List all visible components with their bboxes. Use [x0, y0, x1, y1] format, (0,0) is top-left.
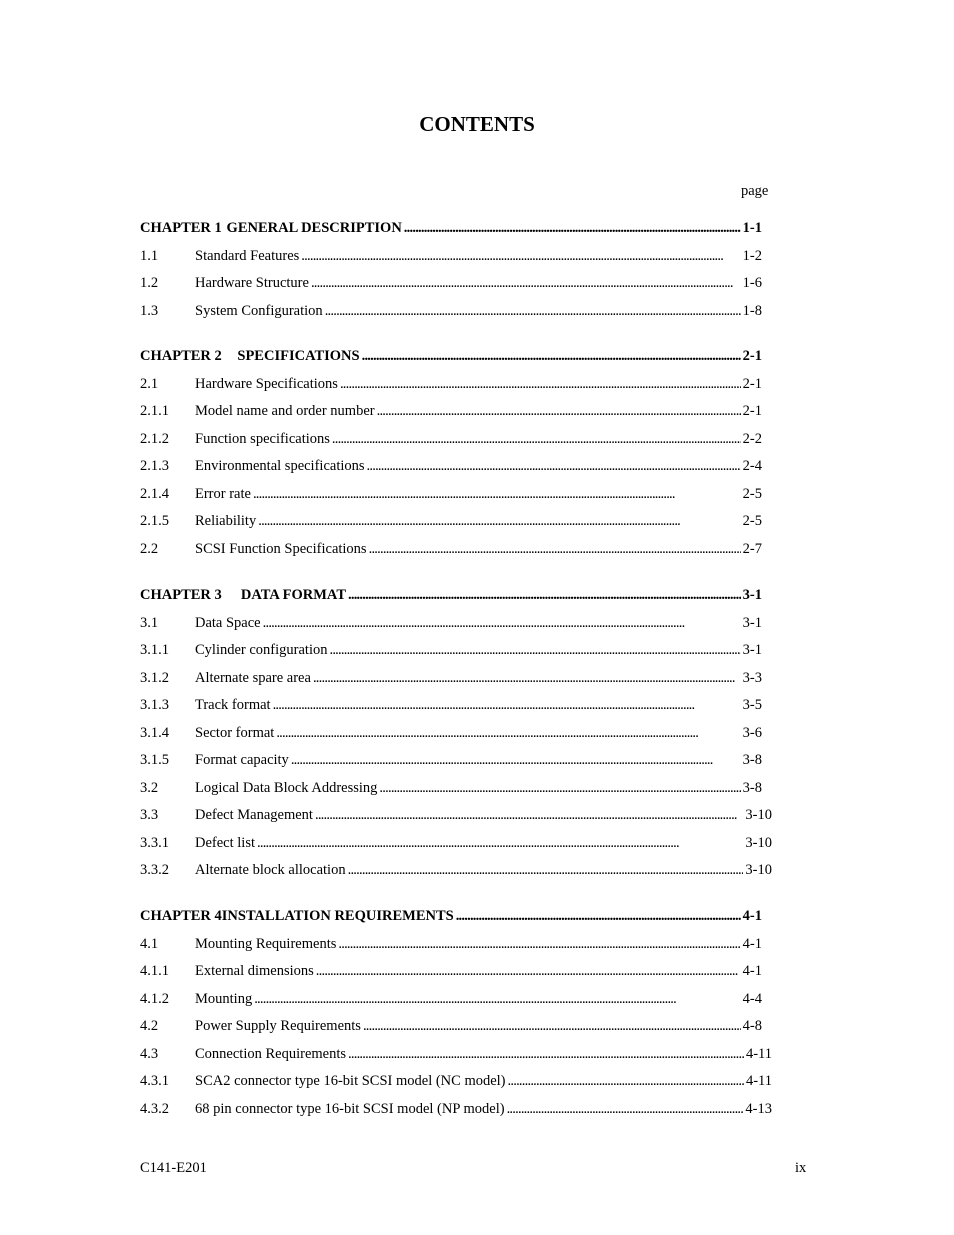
section-number: 4.3 [140, 1046, 159, 1062]
section-page: 3-5 [742, 697, 762, 713]
chapter-title: GENERAL DESCRIPTION [226, 220, 402, 236]
section-page: 2-4 [742, 458, 762, 474]
section-title: Cylinder configuration [195, 642, 328, 658]
section-title: Function specifications [195, 431, 330, 447]
section-title: Environmental specifications [195, 458, 365, 474]
dot-leader [507, 1099, 744, 1119]
section-number: 2.2 [140, 541, 159, 557]
section-number: 1.1 [140, 248, 159, 264]
toc-entry-row[interactable] [140, 934, 762, 954]
section-page: 2-5 [742, 486, 762, 502]
chapter-title: SPECIFICATIONS [237, 348, 360, 364]
section-title: Alternate spare area [195, 670, 311, 686]
section-page: 1-6 [742, 275, 762, 291]
section-title: Data Space [195, 615, 261, 631]
section-number: 3.1.4 [140, 725, 169, 741]
dot-leader [369, 539, 741, 559]
dot-leader [313, 668, 741, 688]
toc-entry-row[interactable] [140, 668, 762, 688]
section-number: 4.1.1 [140, 963, 169, 979]
dot-leader [456, 906, 741, 926]
section-page: 4-11 [745, 1046, 772, 1062]
section-page: 1-8 [742, 303, 762, 319]
section-page: 3-1 [742, 642, 762, 658]
section-number: 3.1.5 [140, 752, 169, 768]
dot-leader [325, 301, 741, 321]
chapter-id: CHAPTER 3 [140, 587, 222, 603]
toc-entry-row[interactable] [140, 1044, 772, 1064]
section-title: System Configuration [195, 303, 323, 319]
page-column-label: page [741, 183, 769, 199]
section-title: Model name and order number [195, 403, 375, 419]
dot-leader [316, 961, 741, 981]
section-page: 4-1 [742, 936, 762, 952]
toc-entry-row[interactable] [140, 484, 762, 504]
dot-leader [404, 218, 741, 238]
dot-leader [379, 778, 740, 798]
section-title: Connection Requirements [195, 1046, 347, 1062]
dot-leader [348, 860, 744, 880]
section-title: Defect list [195, 835, 255, 851]
section-page: 2-7 [742, 541, 762, 557]
toc-entry-row[interactable] [140, 640, 762, 660]
section-number: 2.1.3 [140, 458, 169, 474]
page-number: ix [795, 1160, 807, 1176]
chapter-title: DATA FORMAT [240, 587, 346, 603]
section-number: 2.1.5 [140, 513, 169, 529]
section-page: 4-8 [742, 1018, 762, 1034]
section-title: Hardware Structure [195, 275, 309, 291]
chapter-page: 4-1 [742, 908, 762, 924]
section-title: SCSI Function Specifications [195, 541, 367, 557]
section-number: 3.3.2 [140, 862, 169, 878]
section-number: 3.2 [140, 780, 159, 796]
dot-leader [273, 695, 741, 715]
section-number: 4.2 [140, 1018, 159, 1034]
toc-entry-row[interactable] [140, 805, 772, 825]
toc-entry-row[interactable] [140, 401, 762, 421]
toc-chapter-row[interactable] [140, 585, 762, 605]
toc-entry-row[interactable] [140, 860, 772, 880]
section-page: 3-1 [742, 615, 762, 631]
section-number: 4.1 [140, 936, 159, 952]
chapter-title: INSTALLATION REQUIREMENTS [221, 908, 454, 924]
toc-entry-row[interactable] [140, 511, 762, 531]
dot-leader [263, 613, 741, 633]
section-page: 4-4 [742, 991, 762, 1007]
section-title: Reliability [195, 513, 257, 529]
toc-entry-row[interactable] [140, 301, 762, 321]
toc-entry-row[interactable] [140, 750, 762, 770]
toc-entry-row[interactable] [140, 989, 762, 1009]
section-number: 1.3 [140, 303, 159, 319]
section-title: Power Supply Requirements [195, 1018, 361, 1034]
toc-entry-row[interactable] [140, 1071, 772, 1091]
section-title: Hardware Specifications [195, 376, 338, 392]
toc-entry-row[interactable] [140, 723, 762, 743]
chapter-id: CHAPTER 1 [140, 220, 222, 236]
dot-leader [276, 723, 740, 743]
section-page: 2-1 [742, 376, 762, 392]
chapter-page: 3-1 [742, 587, 762, 603]
section-title: 68 pin connector type 16-bit SCSI model (NP model) [195, 1101, 505, 1117]
dot-leader [363, 1016, 741, 1036]
section-title: Error rate [195, 486, 251, 502]
section-title: SCA2 connector type 16-bit SCSI model (NC model) [195, 1073, 506, 1089]
section-number: 2.1.1 [140, 403, 169, 419]
section-title: Logical Data Block Addressing [195, 780, 378, 796]
dot-leader [329, 640, 740, 660]
section-page: 2-5 [742, 513, 762, 529]
dot-leader [301, 246, 740, 266]
section-number: 1.2 [140, 275, 159, 291]
dot-leader [340, 374, 741, 394]
dot-leader [348, 585, 741, 605]
section-page: 4-13 [745, 1101, 772, 1117]
section-title: External dimensions [195, 963, 314, 979]
section-page: 3-8 [742, 780, 762, 796]
document-code: C141-E201 [140, 1160, 207, 1176]
section-title: Standard Features [195, 248, 300, 264]
toc-entry-row[interactable] [140, 833, 772, 853]
section-title: Alternate block allocation [195, 862, 346, 878]
section-page: 2-2 [742, 431, 762, 447]
toc-entry-row[interactable] [140, 374, 762, 394]
section-number: 4.3.2 [140, 1101, 169, 1117]
toc-entry-row[interactable] [140, 273, 762, 293]
section-title: Sector format [195, 725, 275, 741]
section-page: 4-1 [742, 963, 762, 979]
toc-entry-row[interactable] [140, 429, 762, 449]
dot-leader [258, 511, 740, 531]
dot-leader [338, 934, 740, 954]
toc-entry-row[interactable] [140, 1099, 772, 1119]
toc-entry-row[interactable] [140, 539, 762, 559]
toc-entry-row[interactable] [140, 246, 762, 266]
chapter-page: 1-1 [742, 220, 762, 236]
section-title: Mounting [195, 991, 253, 1007]
dot-leader [311, 273, 741, 293]
toc-chapter-row[interactable] [140, 218, 762, 238]
section-page: 2-1 [742, 403, 762, 419]
section-number: 2.1 [140, 376, 159, 392]
section-page: 3-10 [745, 862, 772, 878]
dot-leader [377, 401, 741, 421]
section-number: 4.1.2 [140, 991, 169, 1007]
section-page: 3-3 [742, 670, 762, 686]
section-page: 3-10 [745, 835, 772, 851]
toc-chapter-row[interactable] [140, 346, 762, 366]
toc-entry-row[interactable] [140, 613, 762, 633]
section-page: 1-2 [742, 248, 762, 264]
section-page: 3-10 [745, 807, 772, 823]
dot-leader [253, 484, 741, 504]
chapter-id: CHAPTER 4 [140, 908, 222, 924]
section-number: 3.1.3 [140, 697, 169, 713]
section-title: Defect Management [195, 807, 313, 823]
dot-leader [367, 456, 741, 476]
dot-leader [508, 1071, 744, 1091]
section-number: 3.1.2 [140, 670, 169, 686]
chapter-id: CHAPTER 2 [140, 348, 222, 364]
section-title: Mounting Requirements [195, 936, 337, 952]
dot-leader [348, 1044, 744, 1064]
toc-entry-row[interactable] [140, 456, 762, 476]
dot-leader [315, 805, 743, 825]
section-number: 2.1.2 [140, 431, 169, 447]
dot-leader [332, 429, 741, 449]
section-number: 3.3 [140, 807, 159, 823]
toc-entry-row[interactable] [140, 778, 762, 798]
dot-leader [291, 750, 741, 770]
section-page: 3-8 [742, 752, 762, 768]
toc-entry-row[interactable] [140, 961, 762, 981]
page-title: CONTENTS [419, 112, 535, 136]
section-title: Track format [195, 697, 271, 713]
section-number: 3.1 [140, 615, 159, 631]
section-title: Format capacity [195, 752, 289, 768]
toc-entry-row[interactable] [140, 695, 762, 715]
toc-chapter-row[interactable] [140, 906, 762, 926]
dot-leader [257, 833, 743, 853]
section-number: 4.3.1 [140, 1073, 169, 1089]
dot-leader [362, 346, 741, 366]
chapter-page: 2-1 [742, 348, 762, 364]
section-number: 2.1.4 [140, 486, 169, 502]
dot-leader [254, 989, 740, 1009]
toc-entry-row[interactable] [140, 1016, 762, 1036]
section-number: 3.1.1 [140, 642, 169, 658]
section-page: 3-6 [742, 725, 762, 741]
section-page: 4-11 [745, 1073, 772, 1089]
section-number: 3.3.1 [140, 835, 169, 851]
